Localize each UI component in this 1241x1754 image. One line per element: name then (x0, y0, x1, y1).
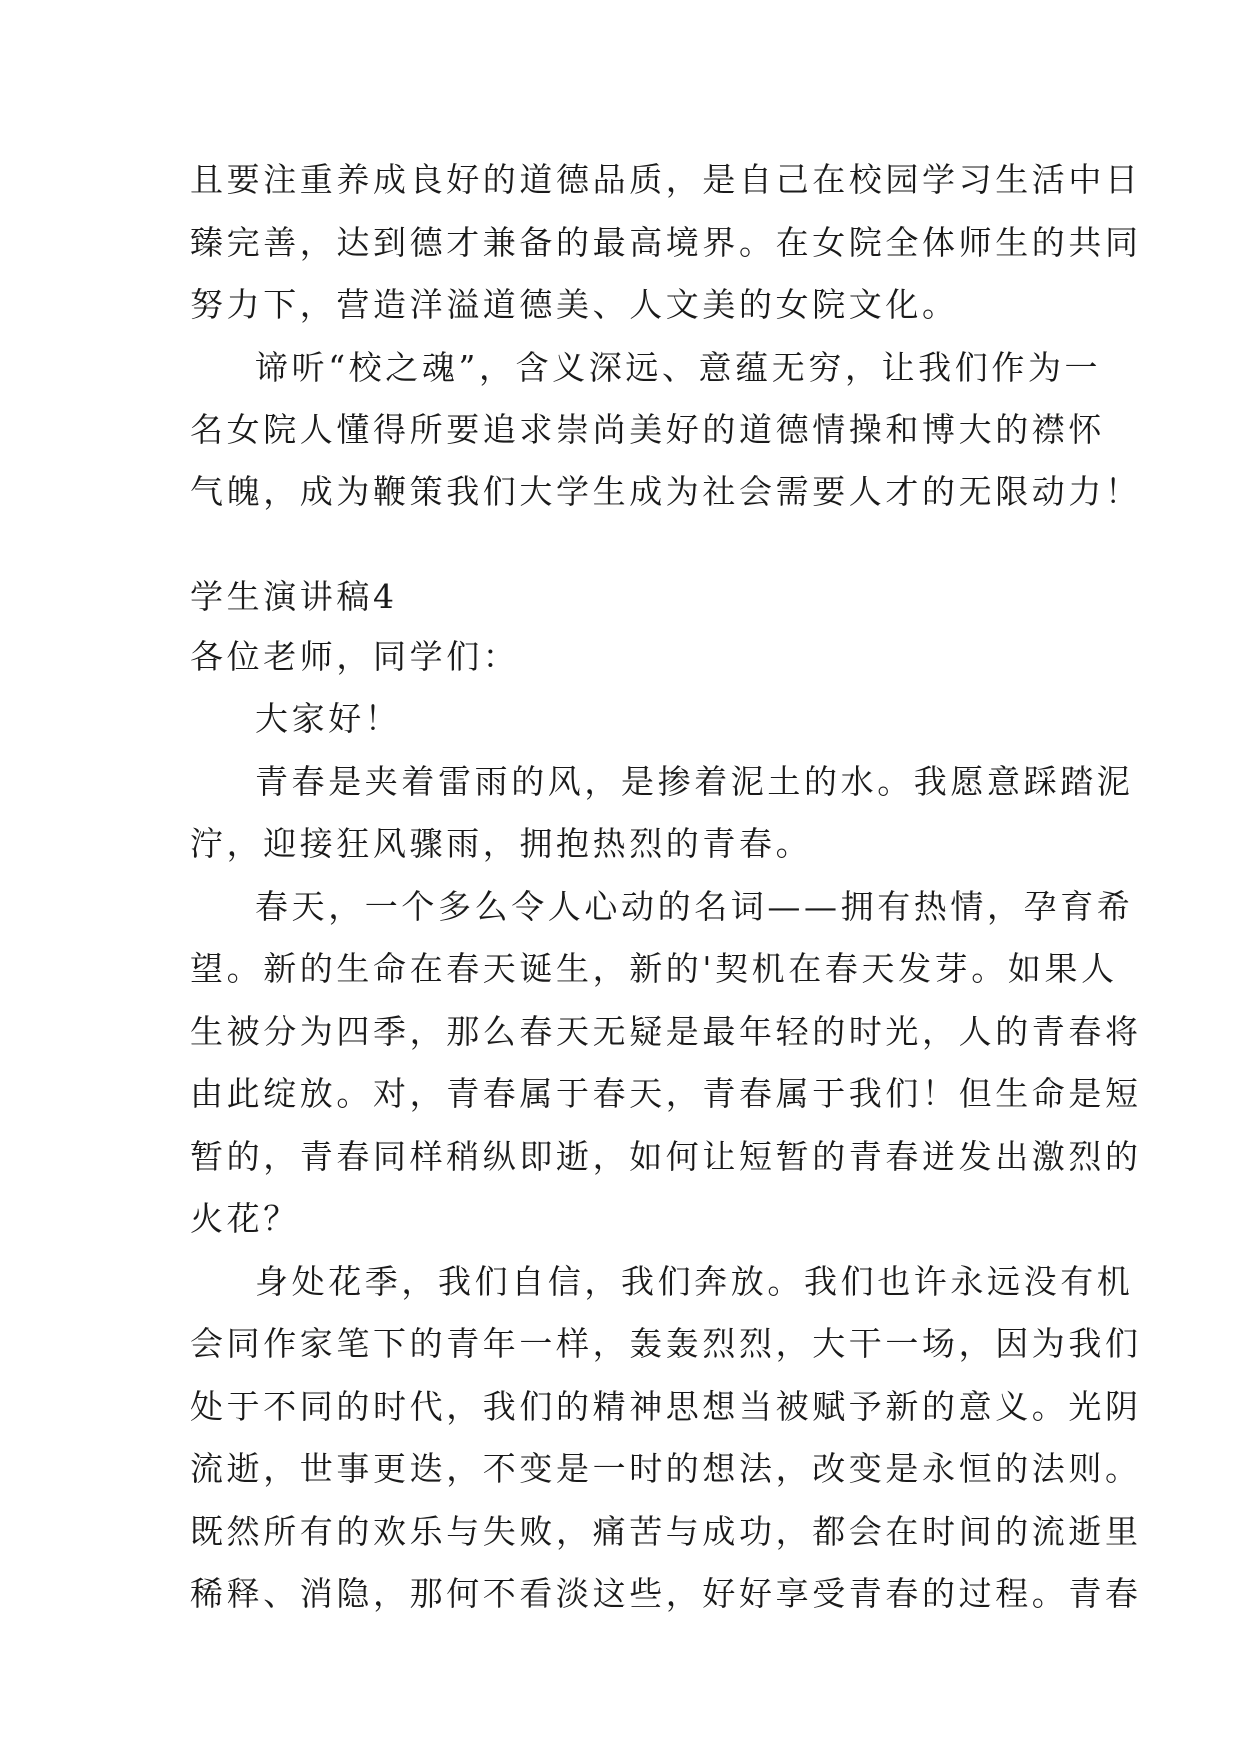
text-line: 身处花季，我们自信，我们奔放。我们也许永远没有机 (255, 1262, 1134, 1301)
salutation: 各位老师，同学们： (190, 637, 520, 676)
text-line: 火花？ (190, 1199, 300, 1238)
text-line: 暂的，青春同样稍纵即逝，如何让短暂的青春迸发出激烈的 (190, 1137, 1142, 1176)
text-line: 努力下，营造洋溢道德美、人文美的女院文化。 (190, 285, 959, 324)
text-line: 泞，迎接狂风骤雨，拥抱热烈的青春。 (190, 824, 813, 863)
text-line: 处于不同的时代，我们的精神思想当被赋予新的意义。光阴 (190, 1387, 1142, 1426)
text-line: 望。新的生命在春天诞生，新的'契机在春天发芽。如果人 (190, 949, 1118, 988)
text-line: 春天，一个多么令人心动的名词——拥有热情，孕育希 (255, 887, 1134, 926)
text-line: 臻完善，达到德才兼备的最高境界。在女院全体师生的共同 (190, 223, 1142, 262)
text-line: 流逝，世事更迭，不变是一时的想法，改变是永恒的法则。 (190, 1449, 1142, 1488)
text-line: 生被分为四季，那么春天无疑是最年轻的时光，人的青春将 (190, 1012, 1142, 1051)
text-line: 会同作家笔下的青年一样，轰轰烈烈，大干一场，因为我们 (190, 1324, 1142, 1363)
section-title: 学生演讲稿4 (190, 577, 398, 616)
text-line: 名女院人懂得所要追求崇尚美好的道德情操和博大的襟怀 (190, 410, 1105, 449)
text-line: 气魄，成为鞭策我们大学生成为社会需要人才的无限动力！ (190, 472, 1142, 511)
text-line: 既然所有的欢乐与失败，痛苦与成功，都会在时间的流逝里 (190, 1512, 1142, 1551)
text-line: 稀释、消隐，那何不看淡这些，好好享受青春的过程。青春 (190, 1574, 1142, 1613)
text-line: 且要注重养成良好的道德品质，是自己在校园学习生活中日 (190, 160, 1142, 199)
text-line: 青春是夹着雷雨的风，是掺着泥土的水。我愿意踩踏泥 (255, 762, 1134, 801)
greeting: 大家好！ (255, 699, 402, 738)
text-line: 由此绽放。对，青春属于春天，青春属于我们！但生命是短 (190, 1074, 1142, 1113)
text-line: 谛听“校之魂”，含义深远、意蕴无穷，让我们作为一 (255, 348, 1102, 387)
